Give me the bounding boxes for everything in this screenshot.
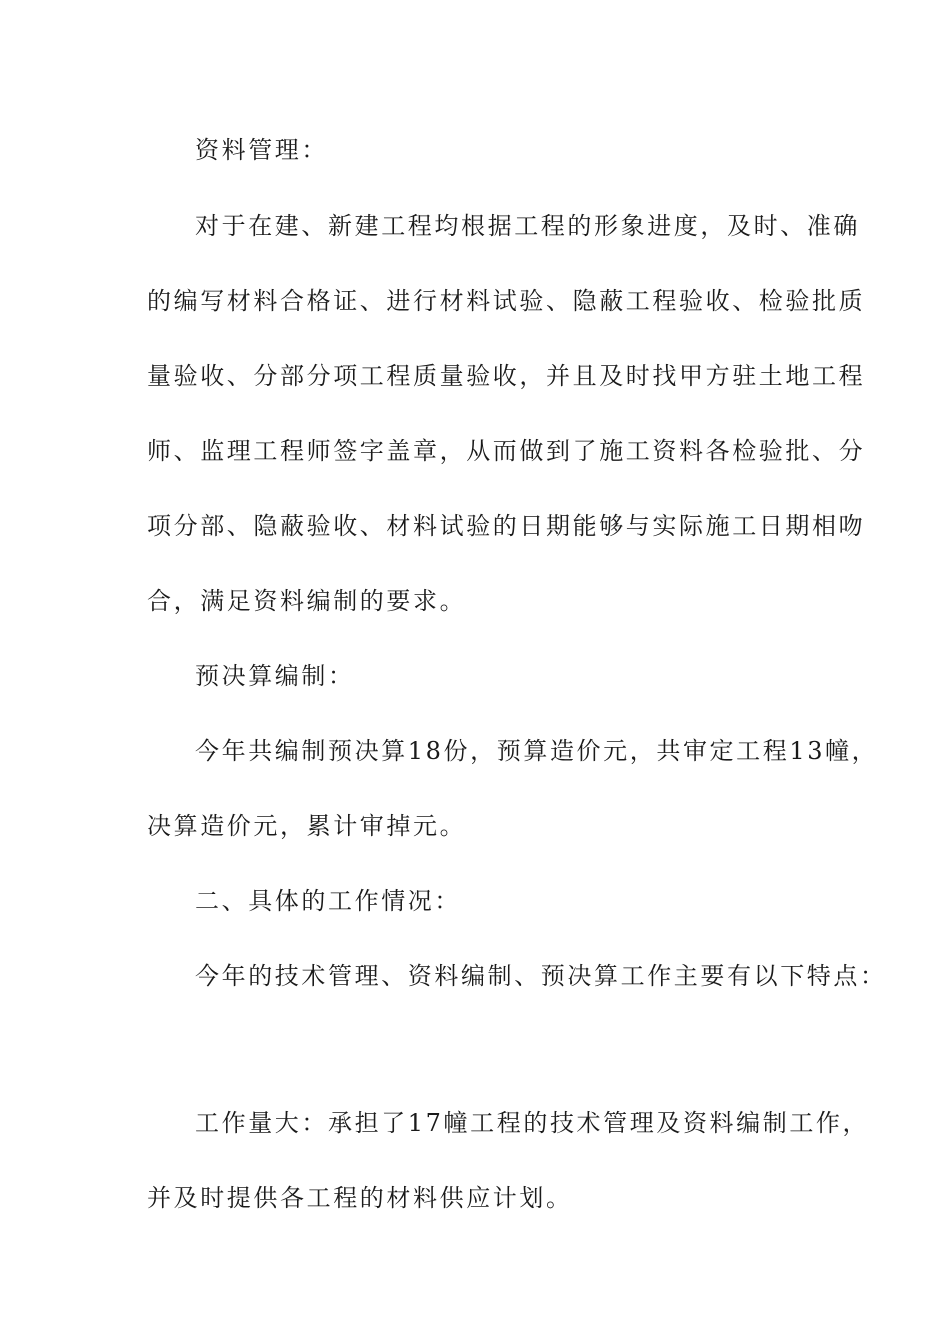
paragraph-line: 今年的技术管理、资料编制、预决算工作主要有以下特点： [195, 962, 887, 990]
paragraph-line: 项分部、隐蔽验收、材料试验的日期能够与实际施工日期相吻 [147, 512, 866, 540]
paragraph-line: 合，满足资料编制的要求。 [147, 587, 467, 615]
heading-budget: 预决算编制： [195, 662, 355, 690]
paragraph-line: 今年共编制预决算18份，预算造价元，共审定工程13幢， [195, 737, 879, 765]
paragraph-line: 量验收、分部分项工程质量验收，并且及时找甲方驻土地工程 [147, 362, 866, 390]
paragraph-line: 并及时提供各工程的材料供应计划。 [147, 1184, 573, 1212]
heading-work-situation: 二、具体的工作情况： [195, 887, 461, 915]
paragraph-line: 师、监理工程师签字盖章，从而做到了施工资料各检验批、分 [147, 437, 866, 465]
paragraph-line: 对于在建、新建工程均根据工程的形象进度，及时、准确 [195, 212, 860, 240]
heading-data-management: 资料管理： [195, 136, 328, 164]
paragraph-line: 工作量大：承担了17幢工程的技术管理及资料编制工作， [195, 1109, 870, 1137]
paragraph-line: 决算造价元，累计审掉元。 [147, 812, 467, 840]
paragraph-line: 的编写材料合格证、进行材料试验、隐蔽工程验收、检验批质 [147, 287, 866, 315]
